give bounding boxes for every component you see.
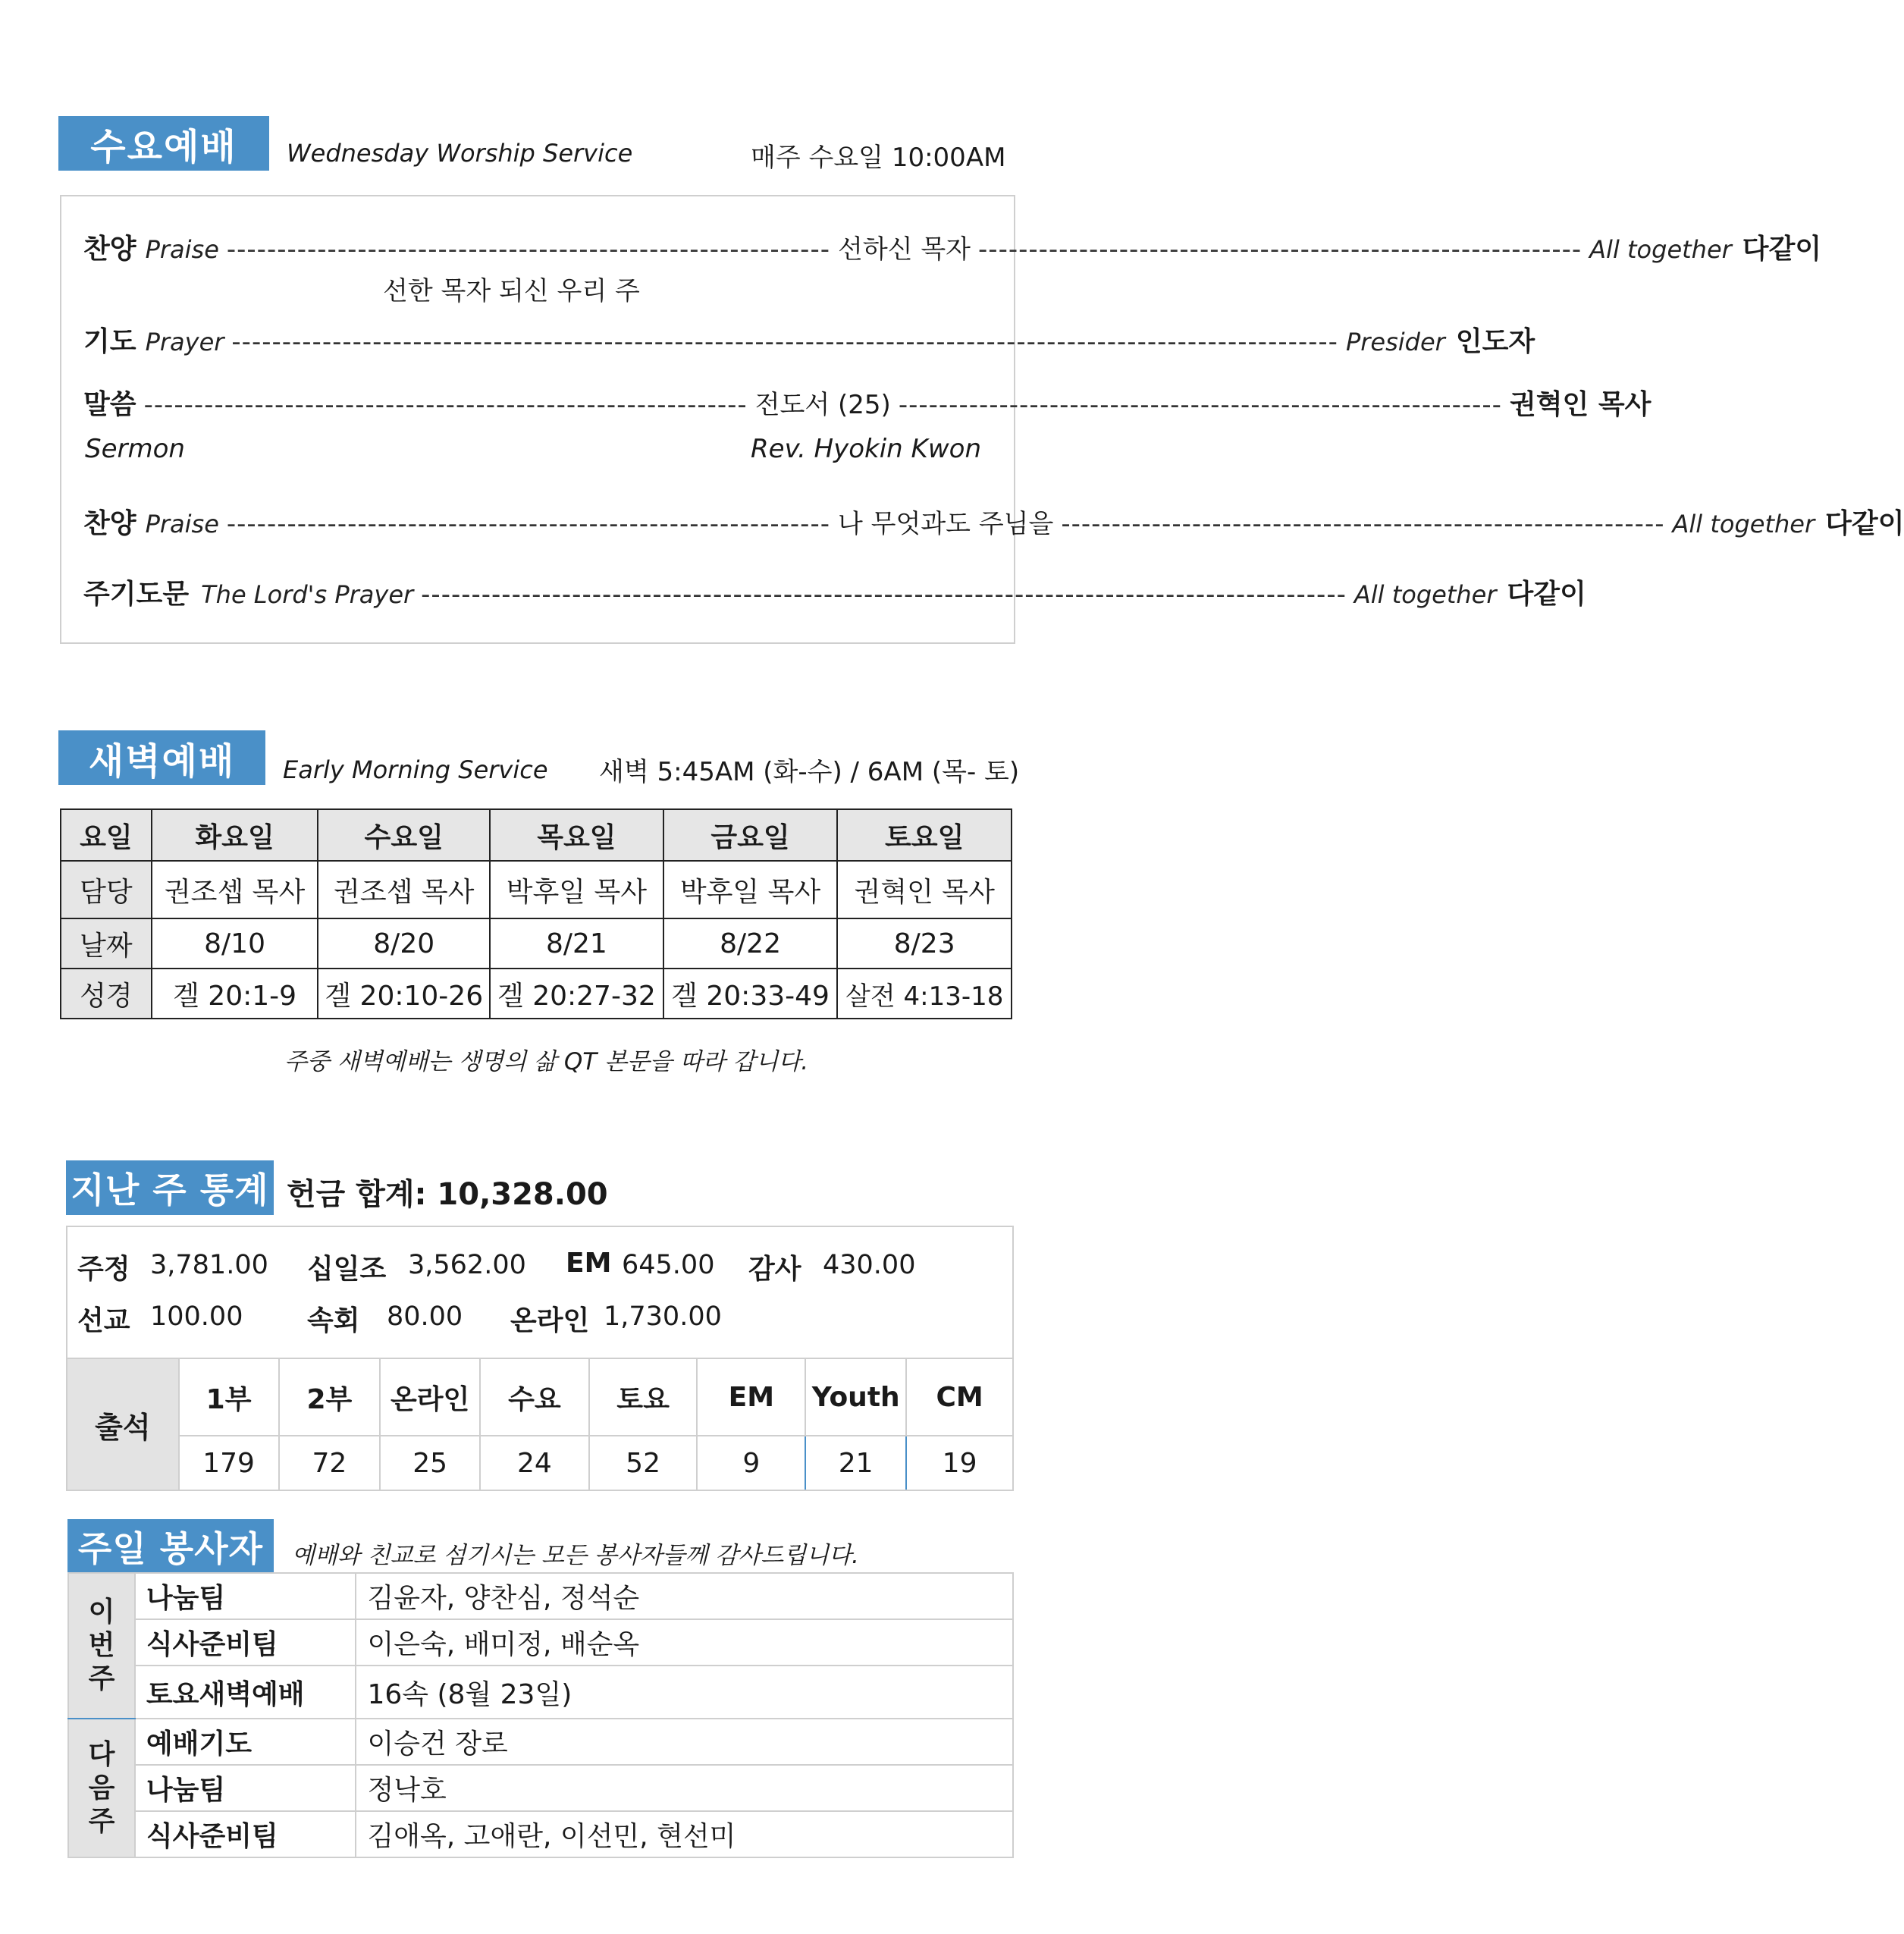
wednesday-tag: 수요예배 — [58, 116, 269, 171]
volunteer-names: 정낙호 — [356, 1765, 1013, 1811]
dash-leader: ------------------------------------------------------------ — [226, 234, 830, 265]
volunteer-names: 김애옥, 고애란, 이선민, 현선미 — [356, 1811, 1013, 1857]
row-title: 찬양 — [83, 234, 136, 265]
offering-label: 십일조 — [307, 1254, 387, 1285]
attendance-header-row — [67, 1358, 1013, 1436]
table-row — [68, 1811, 1013, 1857]
table-cell: 겔 20:33-49 — [663, 969, 838, 1019]
offering-value: 100.00 — [150, 1301, 243, 1332]
attendance-value: 25 — [380, 1436, 480, 1490]
offering-label: 선교 — [77, 1305, 130, 1336]
header-cell: 수요 — [480, 1358, 589, 1436]
offering-label: 주정 — [77, 1254, 130, 1285]
attendance-value: 52 — [589, 1436, 698, 1490]
offering-value: 645.00 — [622, 1250, 715, 1280]
attendance-value: 72 — [279, 1436, 381, 1490]
row-label: 담당 — [61, 861, 152, 918]
row-label: 성경 — [61, 969, 152, 1019]
header-cell: 금요일 — [663, 809, 838, 861]
volunteer-names: 김윤자, 양찬심, 정석순 — [356, 1573, 1013, 1619]
row-subtitle: Praise — [145, 510, 219, 538]
row-title: 주기도문 — [83, 579, 190, 610]
table-cell: 8/21 — [490, 918, 663, 969]
dash-leader: -------------------------------------------------------------------------------------------------------------- — [231, 327, 1338, 357]
volunteer-role: 식사준비팀 — [135, 1619, 356, 1666]
attendance-value: 9 — [697, 1436, 805, 1490]
row-title: 기도 — [83, 326, 136, 357]
table-cell: 박후일 목사 — [490, 861, 663, 918]
row-leader: 다같이 — [1507, 579, 1586, 610]
morning-note: 주중 새벽예배는 생명의 삶 QT 본문을 따라 갑니다. — [284, 1048, 809, 1075]
dash-leader: ------------------------------------------------------------ — [143, 390, 748, 420]
row-subtitle: Praise — [145, 235, 219, 264]
header-cell: 2부 — [279, 1358, 381, 1436]
header-cell: 요일 — [61, 809, 152, 861]
offering-label: 속회 — [307, 1305, 360, 1336]
table-cell: 겔 20:1-9 — [152, 969, 318, 1019]
wednesday-row-sermon — [83, 383, 1651, 422]
table-cell: 8/10 — [152, 918, 318, 969]
volunteer-names: 이은숙, 배미정, 배순옥 — [356, 1619, 1013, 1666]
wednesday-row-praise-2 — [83, 502, 1904, 541]
dash-leader: -------------------------------------------------------------------------------------------- — [421, 579, 1347, 610]
table-cell: 권조셉 목사 — [152, 861, 318, 918]
table-cell: 8/20 — [318, 918, 490, 969]
table-cell: 권조셉 목사 — [318, 861, 490, 918]
attendance-value: 179 — [179, 1436, 279, 1490]
volunteer-role: 예배기도 — [135, 1719, 356, 1765]
table-cell: 8/22 — [663, 918, 838, 969]
volunteer-role: 토요새벽예배 — [135, 1666, 356, 1719]
table-cell: 살전 4:13-18 — [837, 969, 1012, 1019]
morning-tag: 새벽예배 — [58, 730, 265, 785]
offering-label: 감사 — [748, 1254, 801, 1285]
row-leader: 다같이 — [1742, 234, 1822, 265]
volunteer-role: 나눔팀 — [135, 1765, 356, 1811]
volunteer-names: 16속 (8월 23일) — [356, 1666, 1013, 1719]
offering-value: 80.00 — [387, 1301, 463, 1332]
attendance-values-row — [67, 1436, 1013, 1490]
row-title: 찬양 — [83, 508, 136, 539]
dash-leader: ------------------------------------------------------------ — [978, 234, 1582, 265]
volunteer-role: 나눔팀 — [135, 1573, 356, 1619]
hymn-subline: 선한 목자 되신 우리 주 — [383, 276, 640, 306]
attendance-value: 24 — [480, 1436, 589, 1490]
table-row — [68, 1765, 1013, 1811]
volunteers-table — [67, 1572, 1014, 1858]
offering-label: 온라인 — [510, 1305, 590, 1336]
row-leader-en: All together — [1672, 510, 1815, 538]
dash-leader: ------------------------------------------------------------ — [226, 509, 830, 539]
row-title: 말씀 — [83, 389, 136, 420]
dash-leader: ------------------------------------------------------------ — [898, 390, 1502, 420]
hymn-title: 나 무엇과도 주님을 — [838, 509, 1054, 539]
row-leader: 권혁인 목사 — [1509, 389, 1651, 420]
wednesday-subtitle: Wednesday Worship Service — [287, 139, 633, 168]
wednesday-row-lords-prayer — [83, 573, 1586, 611]
stats-tag: 지난 주 통계 — [66, 1160, 274, 1215]
header-cell: 1부 — [179, 1358, 279, 1436]
table-row — [68, 1719, 1013, 1765]
attendance-label: 출석 — [67, 1358, 179, 1490]
row-leader-en: All together — [1589, 235, 1732, 264]
header-cell: 목요일 — [490, 809, 663, 861]
table-row — [68, 1666, 1013, 1719]
table-cell: 박후일 목사 — [663, 861, 838, 918]
preacher-en: Rev. Hyokin Kwon — [751, 434, 981, 464]
offering-value: 3,562.00 — [408, 1250, 526, 1280]
table-row — [61, 969, 1012, 1019]
table-cell: 권혁인 목사 — [837, 861, 1012, 918]
wednesday-row-prayer — [83, 320, 1535, 359]
scripture: 전도서 (25) — [754, 390, 891, 420]
offering-total: 헌금 합계: 10,328.00 — [287, 1177, 608, 1212]
volunteers-note: 예배와 친교로 섬기시는 모든 봉사자들께 감사드립니다. — [292, 1542, 859, 1569]
header-cell: EM — [697, 1358, 805, 1436]
table-header-row — [61, 809, 1012, 861]
row-leader: 인도자 — [1455, 326, 1535, 357]
morning-schedule-table — [60, 808, 1012, 1019]
header-cell: 화요일 — [152, 809, 318, 861]
table-row — [61, 861, 1012, 918]
header-cell: Youth — [805, 1358, 906, 1436]
header-cell: 토요일 — [837, 809, 1012, 861]
offering-value: 1,730.00 — [604, 1301, 722, 1332]
morning-subtitle: Early Morning Service — [283, 755, 548, 784]
row-subtitle: The Lord's Prayer — [201, 580, 414, 609]
offering-value: 430.00 — [823, 1250, 916, 1280]
table-row — [61, 918, 1012, 969]
table-row — [68, 1619, 1013, 1666]
volunteers-tag: 주일 봉사자 — [67, 1519, 274, 1574]
header-cell: 수요일 — [318, 809, 490, 861]
attendance-table — [66, 1358, 1014, 1491]
header-cell: 토요 — [589, 1358, 698, 1436]
attendance-value: 21 — [805, 1436, 906, 1490]
morning-time: 새벽 5:45AM (화-수) / 6AM (목- 토) — [599, 757, 1020, 787]
this-week-label: 이 번 주 — [68, 1573, 135, 1719]
table-cell: 8/23 — [837, 918, 1012, 969]
volunteer-names: 이승건 장로 — [356, 1719, 1013, 1765]
next-week-label: 다 음 주 — [68, 1719, 135, 1857]
volunteer-role: 식사준비팀 — [135, 1811, 356, 1857]
table-cell: 겔 20:27-32 — [490, 969, 663, 1019]
table-cell: 겔 20:10-26 — [318, 969, 490, 1019]
hymn-title: 선하신 목자 — [838, 234, 971, 265]
sermon-en: Sermon — [85, 434, 185, 464]
header-cell: CM — [906, 1358, 1013, 1436]
row-leader-en: Presider — [1345, 328, 1445, 356]
row-leader-en: All together — [1354, 580, 1497, 609]
wednesday-row-praise-1 — [83, 228, 1822, 266]
offering-label: EM — [566, 1248, 612, 1279]
row-label: 날짜 — [61, 918, 152, 969]
offerings-box — [66, 1226, 1014, 1362]
table-row — [68, 1573, 1013, 1619]
attendance-value: 19 — [906, 1436, 1013, 1490]
header-cell: 온라인 — [380, 1358, 480, 1436]
wednesday-time: 매주 수요일 10:00AM — [751, 143, 1006, 173]
row-subtitle: Prayer — [145, 328, 224, 356]
offering-value: 3,781.00 — [150, 1250, 268, 1280]
dash-leader: ------------------------------------------------------------ — [1061, 509, 1665, 539]
row-leader: 다같이 — [1825, 508, 1904, 539]
